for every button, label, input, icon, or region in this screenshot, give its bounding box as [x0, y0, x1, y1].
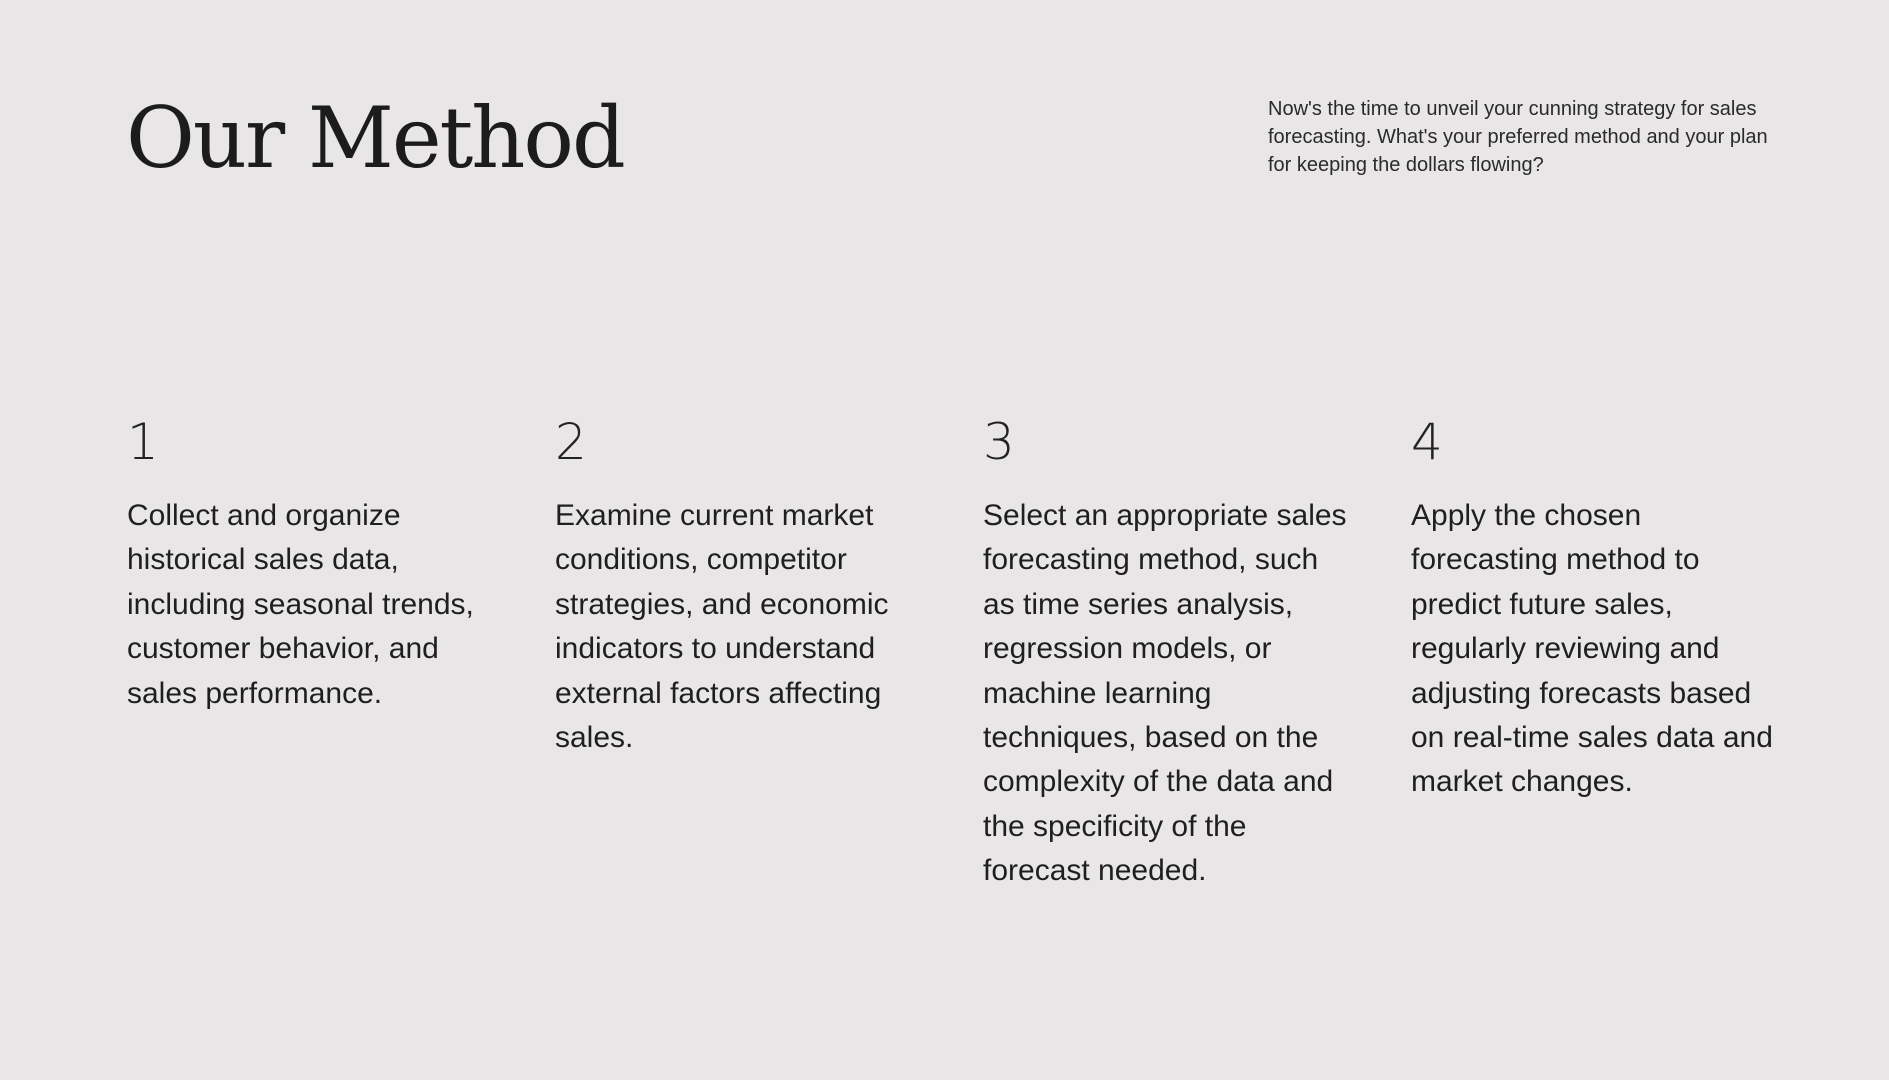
step-2 [555, 412, 927, 760]
step-number: 2 [555, 413, 587, 471]
step-description: Select an appropriate sales forecasting method, such as time series analysis, regression models, or machine learning techniques, based on the complexity of the data and the specificity of the forecast needed. [983, 499, 1347, 888]
step-number: 3 [983, 413, 1015, 471]
step-number: 4 [1411, 413, 1443, 471]
intro-paragraph: Now's the time to unveil your cunning strategy for sales forecasting. What's your preferred method and your plan for keeping the dollars flowing? [1268, 98, 1768, 176]
method-steps [127, 412, 1787, 972]
step-1 [127, 412, 499, 716]
step-number: 1 [127, 413, 159, 471]
step-4 [1411, 412, 1783, 805]
step-description: Collect and organize historical sales data, including seasonal trends, customer behavior, and sales performance. [127, 499, 474, 710]
step-description: Examine current market conditions, competitor strategies, and economic indicators to understand external factors affecting sales. [555, 499, 889, 755]
step-description: Apply the chosen forecasting method to predict future sales, regularly reviewing and adjusting forecasts based on real-time sales data and market changes. [1411, 499, 1773, 799]
slide-title: Our Method [126, 89, 624, 187]
step-3 [983, 412, 1355, 894]
